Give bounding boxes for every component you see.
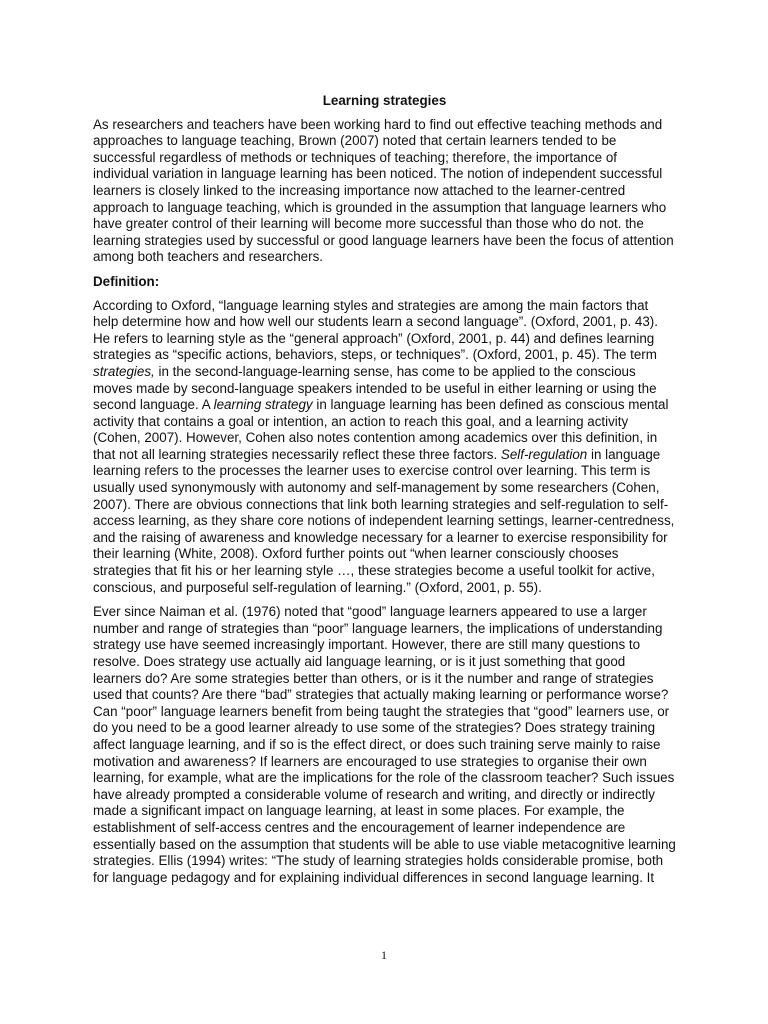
term-self-regulation: Self-regulation <box>500 446 588 462</box>
intro-paragraph: As researchers and teachers have been working hard to find out effective teaching methods and approaches to language teaching, Brown (2007) noted that certain learners tended to be successful regardless of methods or techniques of teaching; therefore, the importance of individual variation in language learning has been noticed. The notion of independent successful learners is closely linked to the increasing importance now attached to the learner-centred approach to language teaching, which is grounded in the assumption that language learners who have greater control of their learning will become more successful than those who do not. the learning strategies used by successful or good language learners have been the focus of attention among both teachers and researchers. <box>93 116 674 265</box>
definition-heading: Definition: <box>93 273 160 289</box>
document-page <box>93 93 676 886</box>
page-number: 1 <box>381 948 387 962</box>
definition-text-3: in language learning has been defined as conscious mental activity that contains a goal or intention, an action to reach this goal, and a learning activity (Cohen, 2007). However, Cohen also notes contention among academics over this definition, in that not all learning strategies necessarily reflect these three factors. <box>93 397 669 462</box>
discussion-paragraph: Ever since Naiman et al. (1976) noted that “good” language learners appeared to use a larger number and range of strategies than “poor” language learners, the implications of understanding strategy use have seemed increasingly important. However, there are still many questions to resolve. Does strategy use actually aid language learning, or is it just something that good learners do? Are some strategies better than others, or is it the number and range of strategies used that counts? Are there “bad” strategies that actually making learning or performance worse? Can “poor” language learners benefit from being taught the strategies that “good” learners use, or do you need to be a good learner already to use some of the strategies? Does strategy training affect language learning, and if so is the effect direct, or does such training serve mainly to raise motivation and awareness? If learners are encouraged to use strategies to organise their own learning, for example, what are the implications for the role of the classroom teacher? Such issues have already prompted a considerable volume of research and writing, and directly or indirectly made a significant impact on language learning, at least in some places. For example, the establishment of self-access centres and the encouragement of learner independence are essentially based on the assumption that students will be able to use viable metacognitive learning strategies. Ellis (1994) writes: “The study of learning strategies holds considerable promise, both for language pedagogy and for explaining individual differences in second language learning. It <box>93 604 676 885</box>
document-title: Learning strategies <box>322 93 447 108</box>
definition-text-1: According to Oxford, “language learning styles and strategies are among the main factors that help determine how and how well our students learn a second language”. (Oxford, 2001, p. 43). He refers to learning style as the “general approach” (Oxford, 2001, p. 44) and defines learning strategies as “specific actions, behaviors, steps, or techniques”. (Oxford, 2001, p. 45). The term <box>93 297 658 363</box>
definition-text-2: in the second-language-learning sense, has come to be applied to the conscious moves made by second-language speakers intended to be useful in either learning or using the second language. A <box>93 363 657 413</box>
definition-text-4: in language learning refers to the processes the learner uses to exercise control over learning. This term is usually used synonymously with autonomy and self-management by some researchers (Cohen, 2007). There are obvious connections that link both learning strategies and self-regulation to self-access learning, as they share core notions of independent learning settings, learner-centredness, and the raising of awareness and knowledge necessary for a learner to exercise responsibility for their learning (White, 2008). Oxford further points out “when learner consciously chooses strategies that fit his or her learning style …, these strategies become a useful toolkit for active, conscious, and purposeful self-regulation of learning.” (Oxford, 2001, p. 55). <box>93 446 675 595</box>
definition-paragraph <box>93 298 676 597</box>
term-strategies: strategies, <box>93 363 155 379</box>
term-learning-strategy: learning strategy <box>213 397 313 413</box>
